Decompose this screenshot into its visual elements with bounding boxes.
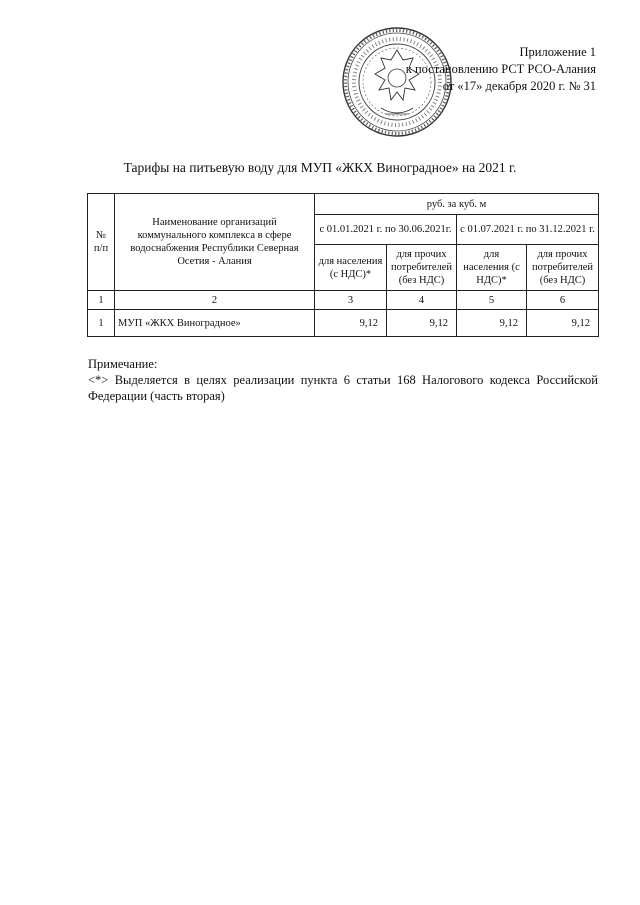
appendix-line-2: к постановлению РСТ РСО-Алания bbox=[405, 62, 596, 76]
column-index: 5 bbox=[457, 291, 527, 310]
table-row bbox=[88, 310, 599, 337]
column-index: 2 bbox=[115, 291, 315, 310]
column-index: 6 bbox=[527, 291, 599, 310]
header-population-1: для населения (с НДС)* bbox=[315, 245, 387, 291]
column-index: 3 bbox=[315, 291, 387, 310]
footnote bbox=[88, 356, 598, 404]
column-index: 4 bbox=[387, 291, 457, 310]
header-period-2: с 01.07.2021 г. по 31.12.2021 г. bbox=[457, 215, 599, 245]
appendix-line-3: от «17» декабря 2020 г. № 31 bbox=[442, 79, 596, 93]
header-period-1: с 01.01.2021 г. по 30.06.2021г. bbox=[315, 215, 457, 245]
row-organization: МУП «ЖКХ Виноградное» bbox=[115, 310, 315, 337]
tariff-table bbox=[87, 193, 599, 337]
header-unit: руб. за куб. м bbox=[315, 194, 599, 215]
column-index-row bbox=[88, 291, 599, 310]
tariff-value: 9,12 bbox=[315, 310, 387, 337]
column-index: 1 bbox=[88, 291, 115, 310]
tariff-value: 9,12 bbox=[387, 310, 457, 337]
footnote-text: <*> Выделяется в целях реализации пункта 6 статьи 168 Налогового кодекса Российской Федерации (часть вторая) bbox=[88, 373, 598, 403]
tariff-value: 9,12 bbox=[527, 310, 599, 337]
appendix-line-1: Приложение 1 bbox=[519, 45, 596, 59]
footnote-heading: Примечание: bbox=[88, 357, 158, 371]
header-number: № п/п bbox=[88, 194, 115, 291]
tariff-value: 9,12 bbox=[457, 310, 527, 337]
document-title: Тарифы на питьевую воду для МУП «ЖКХ Виноградное» на 2021 г. bbox=[123, 160, 517, 175]
appendix-header bbox=[376, 44, 596, 95]
header-other-1: для прочих потребителей (без НДС) bbox=[387, 245, 457, 291]
header-organization: Наименование организаций коммунального комплекса в сфере водоснабжения Республики Северная Осетия - Алания bbox=[115, 194, 315, 291]
header-other-2: для прочих потребителей (без НДС) bbox=[527, 245, 599, 291]
header-population-2: для населения (с НДС)* bbox=[457, 245, 527, 291]
row-number: 1 bbox=[88, 310, 115, 337]
